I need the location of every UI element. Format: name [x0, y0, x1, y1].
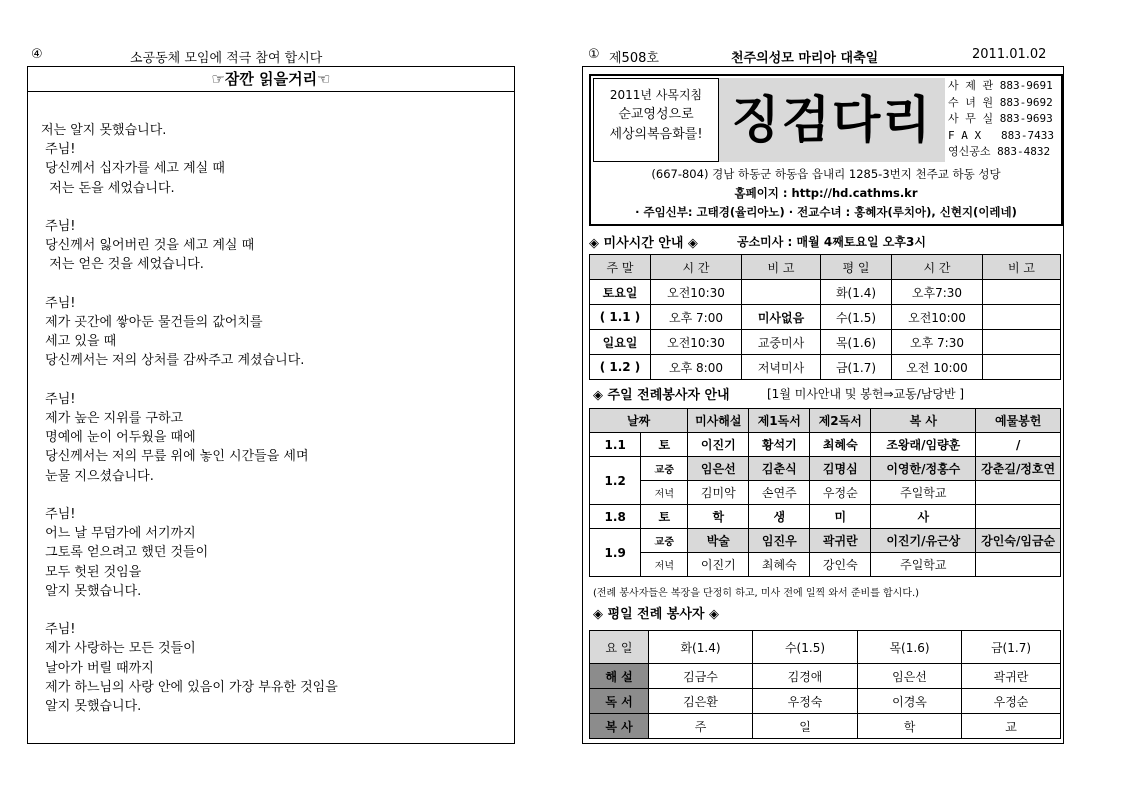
feast-title: 천주의성모 마리아 대축일	[731, 51, 879, 66]
weekday-header: 요 일	[590, 631, 649, 664]
mass-cell: ( 1.2 )	[590, 355, 651, 380]
sunday-cell: 교중	[641, 457, 688, 481]
sunday-cell: 1.9	[590, 529, 641, 577]
sunday-row	[590, 481, 1061, 505]
weekday-row	[590, 664, 1061, 689]
mass-cell	[983, 330, 1061, 355]
mass-cell: 화(1.4)	[821, 280, 892, 305]
contact-list: 사 제 관 883-9691 수 녀 원 883-9692 사 무 실 883-9693 F A X 883-7433 영신공소 883-4832	[948, 79, 1054, 158]
sunday-note: [1월 미사안내 및 봉헌⇒교동/남당반 ]	[767, 387, 965, 401]
sunday-cell: 곽귀란	[810, 529, 871, 553]
sunday-cell: 최혜숙	[749, 553, 810, 577]
weekday-header: 목(1.6)	[858, 631, 962, 664]
mass-header: 시 간	[892, 255, 983, 280]
sunday-row	[590, 433, 1061, 457]
weekday-cell: 복 사	[590, 714, 649, 739]
sunday-row	[590, 529, 1061, 553]
sunday-cell: 우정순	[810, 481, 871, 505]
sunday-header: 미사해설	[688, 409, 749, 433]
mass-header: 평 일	[821, 255, 892, 280]
mass-note: 공소미사 : 매월 4째토요일 오후3시	[737, 235, 926, 249]
sunday-header: 제1독서	[749, 409, 810, 433]
motto-line: 2011년 사목지침	[609, 88, 703, 102]
sunday-row	[590, 505, 1061, 529]
weekday-header: 수(1.5)	[753, 631, 858, 664]
sunday-cell: 이진기	[688, 433, 749, 457]
weekday-table	[589, 630, 1061, 739]
sunday-cell: 생	[749, 505, 810, 529]
sunday-footnote: (전례 봉사자들은 복장을 단정히 하고, 미사 전에 일찍 와서 준비를 합시다.)	[593, 588, 920, 599]
sunday-cell: 김춘식	[749, 457, 810, 481]
mass-cell: ( 1.1 )	[590, 305, 651, 330]
mass-cell: 토요일	[590, 280, 651, 305]
weekday-title: ◈ 평일 전례 봉사자 ◈	[593, 607, 720, 622]
weekday-cell: 김은환	[649, 689, 753, 714]
issue-date: 2011.01.02	[972, 47, 1047, 62]
mass-title: ◈ 미사시간 안내 ◈	[589, 236, 698, 251]
sunday-cell: 강인숙	[810, 553, 871, 577]
weekday-cell: 학	[858, 714, 962, 739]
weekday-cell: 곽귀란	[962, 664, 1061, 689]
sunday-cell	[976, 481, 1061, 505]
weekday-cell: 주	[649, 714, 753, 739]
sunday-cell: 미	[810, 505, 871, 529]
mass-header: 시 간	[651, 255, 742, 280]
sunday-row	[590, 553, 1061, 577]
mass-row	[590, 355, 1061, 380]
motto-line: 순교영성으로	[618, 107, 694, 122]
weekday-cell: 김경애	[753, 664, 858, 689]
sunday-cell: /	[976, 433, 1061, 457]
weekday-cell: 일	[753, 714, 858, 739]
mass-cell	[742, 280, 821, 305]
address-block	[591, 165, 1061, 222]
sunday-header: 예물봉헌	[976, 409, 1061, 433]
sunday-cell: 토	[641, 505, 688, 529]
left-header: 소공동체 모임에 적극 참여 합시다	[130, 51, 323, 66]
sunday-cell: 이진기	[688, 553, 749, 577]
mass-cell: 오전10:30	[651, 330, 742, 355]
mass-row	[590, 330, 1061, 355]
mass-cell: 일요일	[590, 330, 651, 355]
sunday-header: 제2독서	[810, 409, 871, 433]
sunday-header: 날짜	[590, 409, 688, 433]
sunday-cell: 사	[871, 505, 976, 529]
sunday-cell: 1.1	[590, 433, 641, 457]
poem-text: 저는 알지 못했습니다. 주님! 당신께서 십자가를 세고 계실 때 저는 돈을 세었습니다. 주님! 당신께서 잃어버린 것을 세고 계실 때 저는 얻은 것을 세었습니다. 주님! 제가 곳간에 쌓아둔 물건들의 값어치를 세고 있을 때 당신께서는 저의 상처를 감싸주고 계셨습니다. 주님! 제가 높은 지위를 구하고 명예에 눈이 어두웠을 때에 당신께서는 저의 무릎 위에 놓인 시간들을 세며 눈물 지으셨습니다. 주님! 어느 날 무덤가에 서기까지 그토록 얻으려고 했던 것들이 모두 헛된 것임을 알지 못했습니다. 주님! 제가 사랑하는 모든 것들이 날아가 버릴 때까지 제가 하느님의 사랑 안에 있음이 가장 부유한 것임을 알지 못했습니다.	[41, 123, 338, 715]
mass-header: 비 고	[983, 255, 1061, 280]
sunday-cell: 강인숙/임금순	[976, 529, 1061, 553]
mass-cell: 목(1.6)	[821, 330, 892, 355]
motto-box	[593, 78, 719, 162]
sunday-cell: 저녁	[641, 553, 688, 577]
mass-cell: 오전 10:00	[892, 355, 983, 380]
mass-cell: 오후 7:00	[651, 305, 742, 330]
sunday-cell: 교중	[641, 529, 688, 553]
sunday-cell: 박술	[688, 529, 749, 553]
sunday-header: 복 사	[871, 409, 976, 433]
mass-cell: 오전10:00	[892, 305, 983, 330]
sunday-cell	[976, 553, 1061, 577]
sunday-cell: 이진기/유근상	[871, 529, 976, 553]
issue-number: 제508호	[609, 51, 659, 66]
left-page-number: ④	[31, 47, 43, 62]
sunday-cell: 황석기	[749, 433, 810, 457]
weekday-cell: 김금수	[649, 664, 753, 689]
sunday-cell: 토	[641, 433, 688, 457]
sunday-cell: 이영한/정홍수	[871, 457, 976, 481]
sunday-cell: 임진우	[749, 529, 810, 553]
sunday-cell: 주일학교	[871, 481, 976, 505]
sunday-cell: 주일학교	[871, 553, 976, 577]
sunday-cell: 조왕래/임량훈	[871, 433, 976, 457]
mass-table	[589, 254, 1061, 380]
sunday-cell: 1.8	[590, 505, 641, 529]
weekday-cell: 이경옥	[858, 689, 962, 714]
homepage: 홈페이지 : http://hd.cathms.kr	[734, 186, 918, 200]
address: (667-804) 경남 하동군 하동읍 읍내리 1285-3번지 천주교 하동 성당	[651, 167, 1001, 181]
mass-cell: 오후 8:00	[651, 355, 742, 380]
mass-cell: 금(1.7)	[821, 355, 892, 380]
mass-cell: 오후7:30	[892, 280, 983, 305]
mass-cell: 수(1.5)	[821, 305, 892, 330]
mass-cell: 오전10:30	[651, 280, 742, 305]
sunday-cell	[976, 505, 1061, 529]
mass-header: 주 말	[590, 255, 651, 280]
weekday-row	[590, 714, 1061, 739]
weekday-cell: 우정숙	[753, 689, 858, 714]
sunday-cell: 학	[688, 505, 749, 529]
sunday-cell: 1.2	[590, 457, 641, 505]
sunday-cell: 손연주	[749, 481, 810, 505]
weekday-cell: 임은선	[858, 664, 962, 689]
weekday-header: 화(1.4)	[649, 631, 753, 664]
sunday-table	[589, 408, 1061, 577]
motto-line: 세상의복음화를!	[609, 127, 703, 142]
sunday-row	[590, 457, 1061, 481]
mass-cell: 미사없음	[742, 305, 821, 330]
weekday-cell: 독 서	[590, 689, 649, 714]
mass-cell: 저녁미사	[742, 355, 821, 380]
weekday-cell: 우정순	[962, 689, 1061, 714]
mass-cell	[983, 305, 1061, 330]
mass-cell	[983, 280, 1061, 305]
sunday-cell: 저녁	[641, 481, 688, 505]
mass-cell	[983, 355, 1061, 380]
sunday-cell: 강춘길/정호연	[976, 457, 1061, 481]
mass-cell: 오후 7:30	[892, 330, 983, 355]
sunday-cell: 최혜숙	[810, 433, 871, 457]
weekday-row	[590, 689, 1061, 714]
mass-row	[590, 280, 1061, 305]
sunday-title: ◈ 주일 전례봉사자 안내	[593, 388, 730, 403]
sunday-cell: 김명심	[810, 457, 871, 481]
weekday-cell: 교	[962, 714, 1061, 739]
sunday-cell: 김미악	[688, 481, 749, 505]
staff: · 주임신부: 고태경(율리아노) · 전교수녀 : 홍혜자(루치아), 신현지(이레네)	[635, 205, 1017, 219]
mass-header: 비 고	[742, 255, 821, 280]
mass-row	[590, 305, 1061, 330]
newsletter-logo: 징검다리	[719, 78, 945, 162]
sunday-cell: 임은선	[688, 457, 749, 481]
weekday-header: 금(1.7)	[962, 631, 1061, 664]
weekday-cell: 해 설	[590, 664, 649, 689]
right-page-number: ①	[588, 47, 600, 62]
mass-cell: 교중미사	[742, 330, 821, 355]
left-title: ☞잠깐 읽을거리☜	[27, 66, 515, 92]
